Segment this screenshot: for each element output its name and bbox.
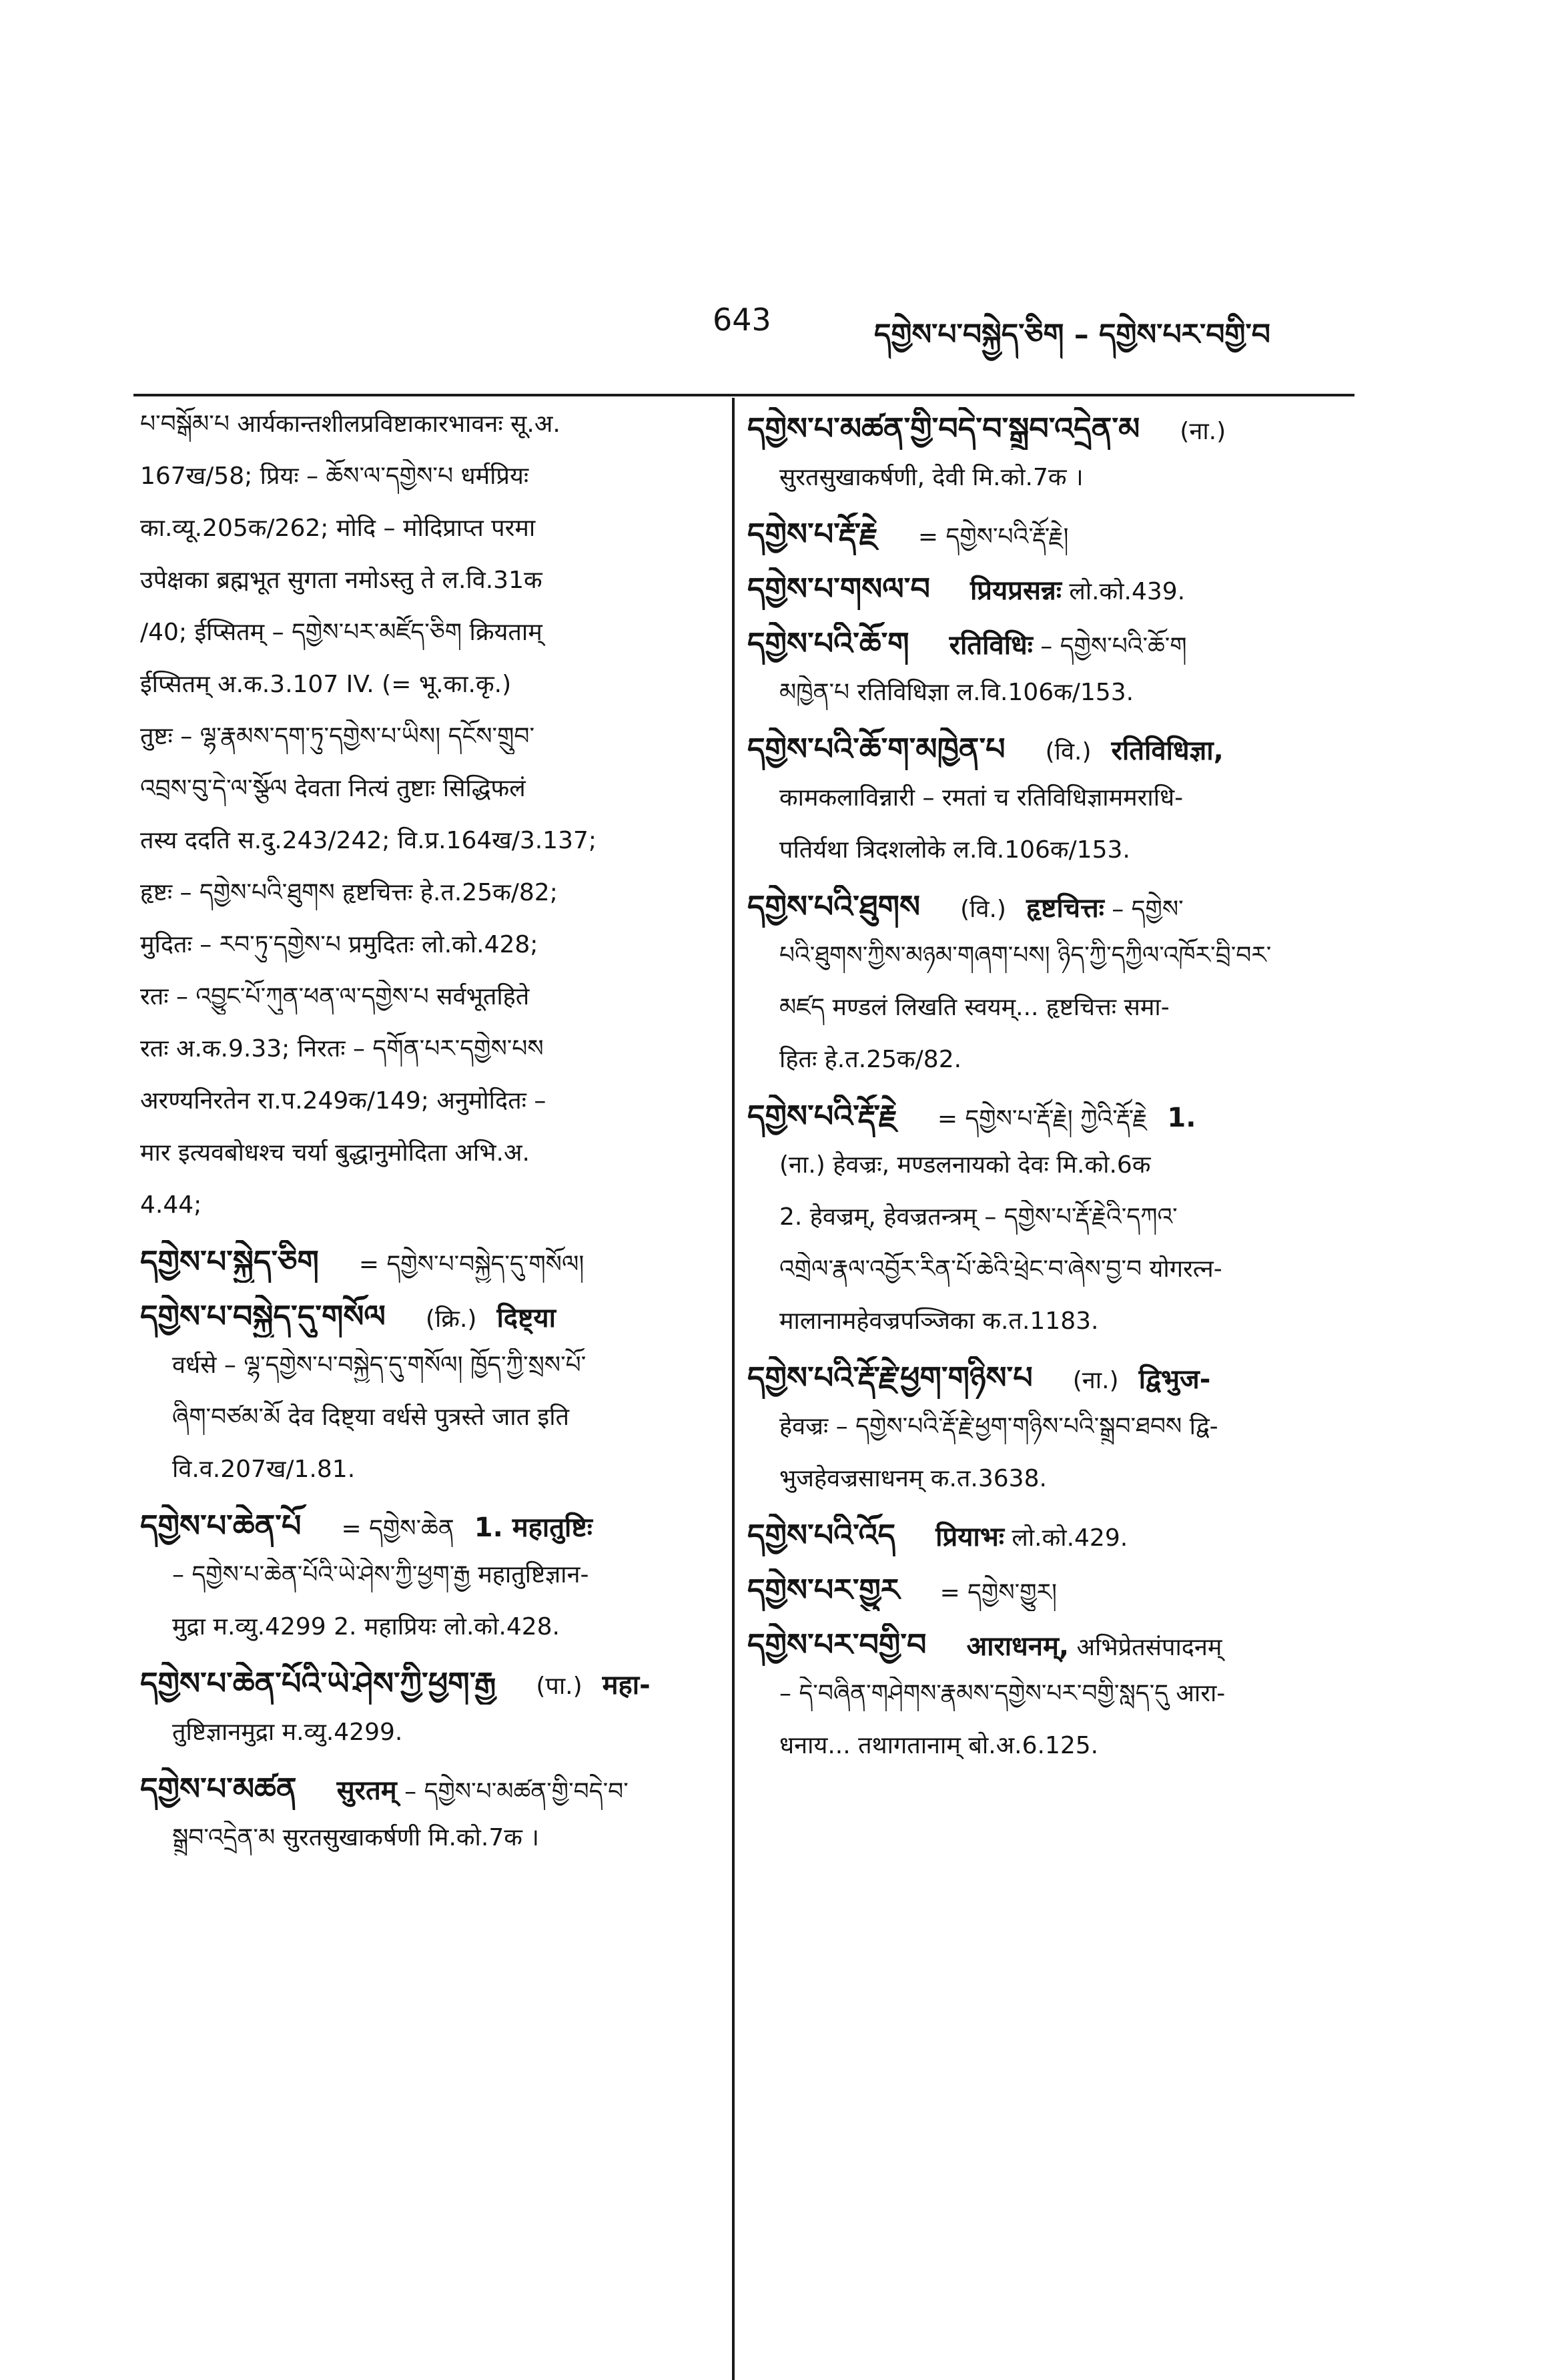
headword-line [747, 407, 1375, 450]
headword: དགྱེས་པའི་ཆོ་ག [747, 625, 909, 661]
entry-line: हितः हे.त.25क/82. [779, 1046, 962, 1073]
sanskrit-gloss: दिष्ट्या [496, 1303, 556, 1333]
entry-line: मालानामहेवज्रपञ्जिका क.त.1183. [779, 1307, 1099, 1335]
headword: དགྱེས་པའི་རྡོ་རྗེ [747, 1098, 897, 1134]
continuation-line: अरण्यनिरतेन रा.प.249क/149; अनुमोदितः – [140, 1087, 546, 1115]
headword: དགྱེས་པ་བསྐྱེད་དུ་གསོལ [140, 1298, 386, 1334]
headword: དགྱེས་པ་ཆེན་པོའི་ཡེ་ཤེས་ཀྱི་ཕྱག་རྒྱ [140, 1665, 496, 1701]
cross-reference: = དགྱེས་གྱུར། [939, 1579, 1057, 1606]
dictionary-entry [747, 1568, 1375, 1611]
headword: དགྱེས་པ་མཚན་གྱི་བདེ་བ་སྒྲུབ་འདྲེན་མ [747, 410, 1140, 447]
headword-line [747, 727, 1375, 770]
grammar-tag: (पा.) [536, 1673, 583, 1700]
dictionary-entry [140, 1504, 727, 1645]
dictionary-entry [140, 1240, 727, 1283]
entry-line: तुष्टिज्ञानमुद्रा म.व्यु.4299. [172, 1719, 403, 1746]
entry-line: མཛད मण्डलं लिखति स्वयम्... हृष्टचित्तः समा- [779, 994, 1170, 1021]
entry-line: कामकलाविन्नारी – रमतां च रतिविधिज्ञाममराधि- [779, 784, 1184, 812]
right-column [747, 407, 1375, 1781]
sanskrit-gloss: प्रियाभः [935, 1522, 1004, 1552]
entry-line: (ना.) हेवज्रः, मण्डलनायको देवः मि.को.6क [779, 1151, 1151, 1179]
sanskrit-gloss: 1. [1167, 1103, 1196, 1133]
dictionary-entry [747, 1623, 1375, 1763]
grammar-tag: (वि.) [960, 896, 1006, 923]
sanskrit-gloss: द्विभुज- [1138, 1364, 1211, 1395]
dictionary-entry [747, 407, 1375, 495]
grammar-tag: (क्रि.) [425, 1305, 477, 1333]
headword-line [747, 1514, 1375, 1556]
continuation-line: ईप्सितम् अ.क.3.107 IV. (= भू.का.कृ.) [140, 671, 512, 698]
entry-line: हेवज्रः – དགྱེས་པའི་རྡོ་རྗེ་ཕྱག་གཉིས་པའི་སྒྲུབ་ཐབས द्वि- [779, 1413, 1218, 1440]
headword-line [747, 1356, 1375, 1399]
headword: དགྱེས་པའི་ཆོ་ག་མཁྱེན་པ [747, 731, 1006, 767]
headword: དགྱེས་པའི་ཐུགས [747, 888, 921, 924]
sanskrit-gloss: 1. महातुष्टिः [474, 1512, 593, 1543]
entry-extra: लो.को.429. [1004, 1524, 1128, 1552]
headword: དགྱེས་པའི་འོད [747, 1517, 896, 1553]
headword-line [140, 1240, 727, 1283]
dictionary-entry [747, 513, 1375, 555]
headword-line [747, 1095, 1375, 1137]
entry-extra: – དགྱེས་ [1104, 896, 1184, 923]
entry-extra: अभिप्रेतसंपादनम् [1069, 1634, 1222, 1661]
entry-line: སྒྲུབ་འདྲེན་མ सुरतसुखाकर्षणी मि.को.7क । [172, 1824, 539, 1851]
continuation-line: मार इत्यवबोधश्च चर्या बुद्धानुमोदिता अभि.अ. [140, 1139, 530, 1167]
continuation-line: का.व्यू.205क/262; मोदि – मोदिप्राप्त परमा [140, 515, 536, 542]
running-head: དགྱེས་པ་བསྐྱེད་ཅིག – དགྱེས་པར་བགྱི་བ [874, 318, 1270, 352]
continuation-line: मुदितः – རབ་ཏུ་དགྱེས་པ प्रमुदितः लो.को.428; [140, 931, 538, 958]
continuation-line: པ་བསྒོམ་པ आर्यकान्तशीलप्रविष्टाकारभावनः सू.अ. [140, 410, 560, 438]
dictionary-entry [747, 1095, 1375, 1339]
headword-line [140, 1767, 727, 1810]
cross-reference: = དགྱེས་པ་རྡོ་རྗེ། ཀྱེའི་རྡོ་རྗེ [937, 1105, 1148, 1133]
dictionary-entry [140, 1767, 727, 1855]
headword-line [140, 1295, 727, 1337]
dictionary-entry [140, 1295, 727, 1487]
headword-line [747, 513, 1375, 555]
headword-line [747, 1623, 1375, 1666]
headword-line [747, 885, 1375, 928]
headword: དགྱེས་པར་གྱུར [747, 1572, 900, 1608]
entry-line: वर्धसे – ལྷ་དགྱེས་པ་བསྐྱེད་དུ་གསོལ། ཁྱོད་ཀྱི་སྲས་པོ་ [172, 1352, 587, 1379]
entry-line: धनाय... तथागतानाम् बो.अ.6.125. [779, 1732, 1099, 1759]
dictionary-entry [747, 567, 1375, 610]
sanskrit-gloss: सुरतम् [336, 1775, 397, 1806]
headword: དགྱེས་པ་རྡོ་རྗེ [747, 516, 878, 552]
headword: དགྱེས་པའི་རྡོ་རྗེ་ཕྱག་གཉིས་པ [747, 1360, 1033, 1396]
entry-line: པའི་ཐུགས་ཀྱིས་མཉམ་གཞག་པས། ཉིད་ཀྱི་དཀྱིལ་འཁོར་བྲི་བར་ [779, 942, 1272, 969]
grammar-tag: (वि.) [1045, 738, 1092, 766]
headword: དགྱེས་པ་གསལ་བ [747, 571, 930, 607]
cross-reference: = དགྱེས་པའི་རྡོ་རྗེ། [917, 523, 1069, 551]
continuation-line: रतः अ.क.9.33; निरतः – དགོན་པར་དགྱེས་པས [140, 1035, 544, 1063]
dictionary-entry [747, 1514, 1375, 1556]
dictionary-entry [140, 1662, 727, 1750]
sanskrit-gloss: रतिविधिज्ञा, [1111, 735, 1224, 766]
headword: དགྱེས་པ་སྐྱེད་ཅིག [140, 1243, 319, 1279]
continuation-line: उपेक्षका ब्रह्मभूत सुगता नमोऽस्तु ते ल.वि.31क [140, 567, 542, 594]
dictionary-entry [747, 885, 1375, 1077]
headword: དགྱེས་པ་མཚན [140, 1771, 297, 1807]
continuation-line: 4.44; [140, 1191, 202, 1219]
headword-line [747, 622, 1375, 665]
grammar-tag: (ना.) [1072, 1367, 1119, 1394]
sanskrit-gloss: प्रियप्रसन्नः [969, 575, 1062, 606]
continuation-line: 167ख/58; प्रियः – ཆོས་ལ་དགྱེས་པ धर्मप्रियः [140, 463, 529, 490]
page-number: 643 [713, 302, 771, 338]
entry-extra: – དགྱེས་པའི་ཆོ་ག [1032, 633, 1187, 660]
continuation-line: འབྲས་བུ་དེ་ལ་སྩོལ देवता नित्यं तुष्टाः सिद्धिफलं [140, 775, 526, 802]
dictionary-entry [747, 727, 1375, 868]
sanskrit-gloss: हृष्टचित्तः [1026, 893, 1104, 924]
left-column [140, 407, 727, 1873]
headword-line [140, 1504, 727, 1547]
continuation-line: हृष्टः – དགྱེས་པའི་ཐུགས हृष्टचित्तः हे.त.25क/82; [140, 879, 558, 906]
sanskrit-gloss: महा- [602, 1670, 651, 1701]
continuation-line: /40; ईप्सितम् – དགྱེས་པར་མཛོད་ཅིག क्रियताम् [140, 619, 542, 646]
continuation-line: तुष्टः – ལྷ་རྣམས་དག་ཏུ་དགྱེས་པ་ཡིས། དངོས་གྲུབ་ [140, 723, 535, 750]
headword-line [747, 567, 1375, 610]
entry-line: – དགྱེས་པ་ཆེན་པོའི་ཡེ་ཤེས་ཀྱི་ཕྱག་རྒྱ महातुष्टिज्ञान- [172, 1561, 589, 1588]
header-rule [133, 394, 1354, 396]
entry-extra: – དགྱེས་པ་མཚན་གྱི་བདེ་བ་ [396, 1778, 629, 1805]
sanskrit-gloss: आराधनम्, [966, 1631, 1070, 1662]
entry-line: मुद्रा म.व्यु.4299 2. महाप्रियः लो.को.428. [172, 1613, 560, 1641]
headword-line [747, 1568, 1375, 1611]
entry-line: सुरतसुखाकर्षणी, देवी मि.को.7क । [779, 464, 1084, 491]
dictionary-entry [747, 1356, 1375, 1496]
entry-extra: लो.को.439. [1061, 578, 1186, 605]
grammar-tag: (ना.) [1180, 418, 1226, 445]
cross-reference: = དགྱེས་པ་བསྐྱེད་དུ་གསོལ། [358, 1251, 585, 1278]
entry-line: ཞིག་བཙམ་མོ देव दिष्ट्या वर्धसे पुत्रस्ते जात इति [172, 1404, 570, 1431]
entry-line: མཁྱེན་པ रतिविधिज्ञा ल.वि.106क/153. [779, 679, 1134, 706]
headword: དགྱེས་པར་བགྱི་བ [747, 1626, 927, 1663]
cross-reference: = དགྱེས་ཆེན [341, 1515, 454, 1542]
entry-line: – དེ་བཞིན་གཤེགས་རྣམས་དགྱེས་པར་བགྱི་སླད་དུ आरा- [779, 1680, 1226, 1707]
column-divider [732, 398, 735, 2380]
entry-line: भुजहेवज्रसाधनम् क.त.3638. [779, 1465, 1047, 1492]
dictionary-entry [747, 622, 1375, 710]
continuation-line: तस्य ददति स.दु.243/242; वि.प्र.164ख/3.137; [140, 827, 597, 854]
sanskrit-gloss: रतिविधिः [949, 630, 1033, 661]
headword-line [140, 1662, 727, 1705]
headword: དགྱེས་པ་ཆེན་པོ [140, 1508, 302, 1544]
entry-line: འགྲེལ་རྣལ་འབྱོར་རིན་པོ་ཆེའི་ཕྲེང་བ་ཞེས་བྱ་བ योगरत्न- [779, 1255, 1222, 1283]
continuation-line: रतः – འབྱུང་པོ་ཀུན་ཕན་ལ་དགྱེས་པ सर्वभूतहिते [140, 983, 530, 1010]
entry-line: 2. हेवज्रम्, हेवज्रतन्त्रम् – དགྱེས་པ་རྡོ་རྗེའི་དཀའ་ [779, 1203, 1178, 1231]
entry-line: पतिर्यथा त्रिदशलोके ल.वि.106क/153. [779, 836, 1130, 864]
entry-line: वि.व.207ख/1.81. [172, 1456, 356, 1483]
